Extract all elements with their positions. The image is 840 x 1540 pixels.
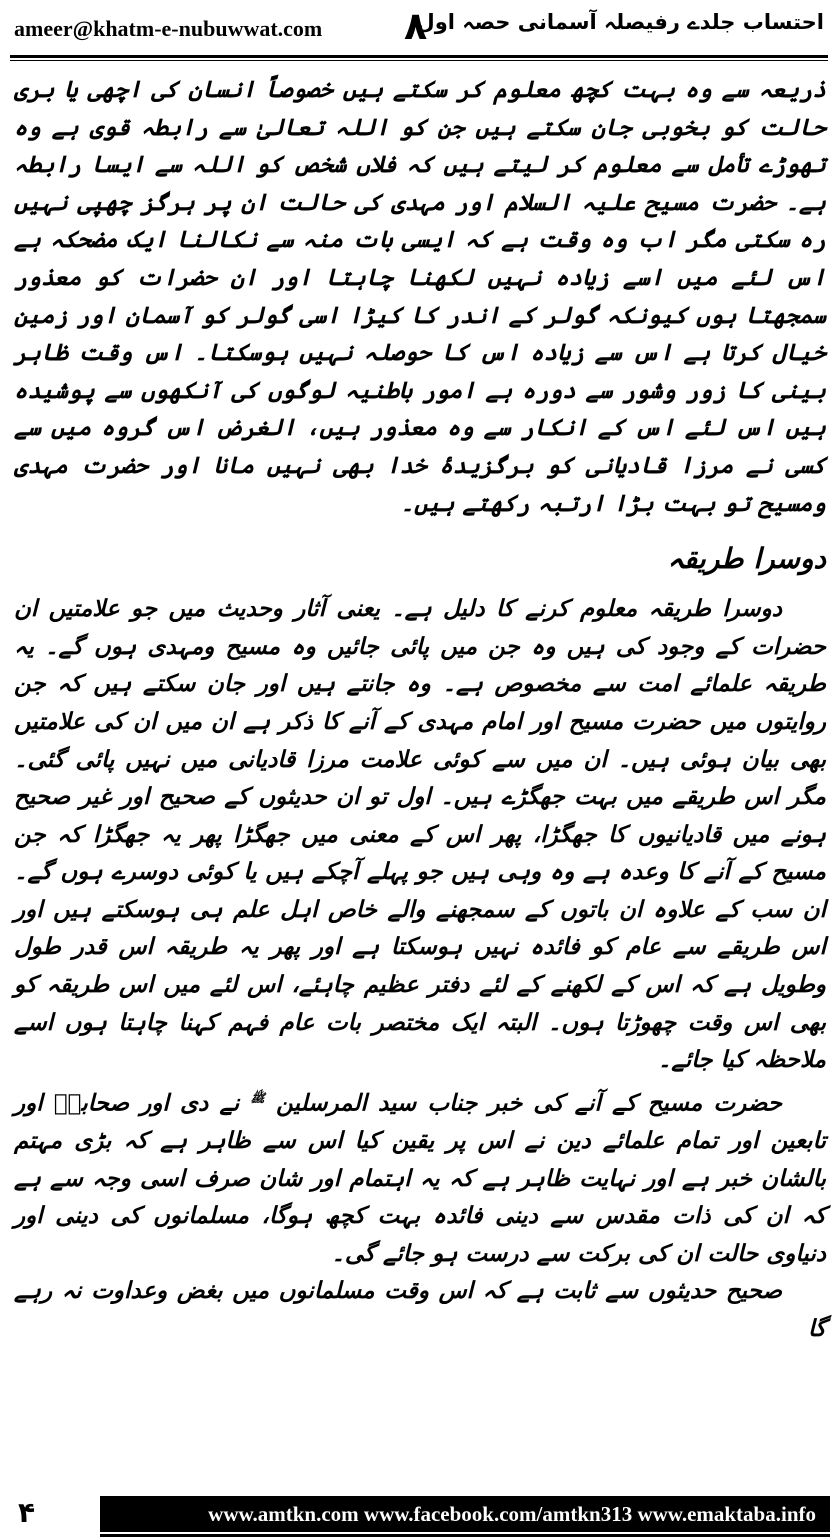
header-rule-thin — [10, 60, 828, 61]
salawat-glyph: ﷺ — [250, 1090, 265, 1105]
page-header — [0, 0, 840, 58]
paragraph-coming-part-a: حضرت مسیح کے آنے کی خبر جناب سید المرسلین — [276, 1090, 782, 1117]
paragraph-coming-part-b: نے دی اور صحابہؓ اور تابعین اور تمام علمائے دین نے اس پر یقین کیا اس سے ظاہر ہے کہ بڑی مہتم بالشان خبر ہے اور نہایت ظاہر ہے کہ یہ اہتمام اور شان صرف اسی وجہ سے ہے کہ ان کی ذات مقدس سے دینی فائدہ بہت کچھ ہوگا، مسلمانوں کی دینی اور دنیاوی حالت ان کی برکت سے درست ہو جائے گی۔ — [14, 1090, 826, 1267]
body-paragraph-coming — [14, 1080, 826, 1274]
header-email: ameer@khatm-e-nubuwwat.com — [14, 16, 323, 41]
page-footer — [0, 1484, 840, 1540]
body-paragraph-last: صحیح حدیثوں سے ثابت ہے کہ اس وقت مسلمانوں میں بغض وعداوت نہ رہے گا — [14, 1278, 826, 1343]
footer-links-bar — [100, 1496, 830, 1532]
footer-underline — [100, 1534, 830, 1537]
footer-page-label: ۴ — [18, 1496, 36, 1529]
page-body — [14, 72, 826, 1349]
footer-links: www.amtkn.com www.facebook.com/amtkn313 www.emaktaba.info — [208, 1502, 816, 1526]
header-page-number: ۸ — [404, 4, 428, 48]
body-paragraph-opening: ذریعہ سے وہ بہت کچھ معلوم کر سکتے ہیں خصوصاً انسان کی اچھی یا بری حالت کو بخوبی جان سکتے ہیں جن کو اللہ تعالیٰ سے رابطہ قوی ہے وہ تھوڑے تأمل سے معلوم کر لیتے ہیں کہ فلاں شخص کو اللہ سے ایسا رابطہ ہے۔ حضرت مسیح علیہ السلام اور مہدی کی حالت ان پر ہرگز چھپی نہیں رہ سکتی مگر اب وہ وقت ہے کہ ایسی بات منہ سے نکالنا ایک مضحکہ ہے اس لئے میں اسے زیادہ نہیں لکھنا چاہتا اور ان حضرات کو معذور سمجھتا ہوں کیونکہ گولر کے اندر کا کیڑا اسی گولر کو آسمان اور زمین خیال کرتا ہے اس سے زیادہ اس کا حوصلہ نہیں ہوسکتا۔ اس وقت ظاہر بینی کا زور وشور سے دورہ ہے امور باطنیہ لوگوں کی آنکھوں سے پوشیدہ ہیں اس لئے اس کے انکار سے وہ معذور ہیں، الغرض اس گروہ میں سے کسی نے مرزا قادیانی کو برگزیدۂ خدا بھی نہیں مانا اور حضرت مہدی ومسیح تو بہت بڑا ارتبہ رکھتے ہیں۔ — [14, 77, 826, 517]
section-heading: دوسرا طریقہ — [667, 542, 826, 576]
header-book-title: احتساب جلدے رفیصلہ آسمانی حصہ اول — [416, 10, 824, 34]
header-rule-thick — [10, 55, 828, 58]
body-paragraph-method: دوسرا طریقہ معلوم کرنے کا دلیل ہے۔ یعنی آثار وحدیث میں جو علامتیں ان حضرات کے وجود کی ہیں وہ جن میں پائی جائیں وہ مسیح ومہدی ہوں گے۔ یہ طریقہ علمائے امت سے مخصوص ہے۔ وہ جانتے ہیں اور جان سکتے ہیں کہ جن روایتوں میں حضرت مسیح اور امام مہدی کے آنے کا ذکر ہے ان میں ان کی علامتیں بھی بیان ہوئی ہیں۔ ان میں سے کوئی علامت مرزا قادیانی میں نہیں پائی گئی۔ مگر اس طریقے میں بہت جھگڑے ہیں۔ اول تو ان حدیثوں کے صحیح اور غیر صحیح ہونے میں قادیانیوں کا جھگڑا، پھر اس کے معنی میں جھگڑا پھر یہ جھگڑا کہ جن مسیح کے آنے کا وعدہ ہے وہ وہی ہیں جو پہلے آچکے ہیں یا کوئی دوسرے ہوں گے۔ ان سب کے علاوہ ان باتوں کے سمجھنے والے خاص اہل علم ہی ہوسکتے ہیں اور اس طریقے سے عام کو فائدہ نہیں ہوسکتا ہے اور پھر یہ طریقہ اس قدر طول وطویل ہے کہ اس کے لکھنے کے لئے دفتر عظیم چاہئے، اس لئے میں اس طریقہ کو بھی اس وقت چھوڑتا ہوں۔ البتہ ایک مختصر بات عام فہم کہنا چاہتا ہوں اسے ملاحظہ کیا جائے۔ — [14, 596, 826, 1074]
